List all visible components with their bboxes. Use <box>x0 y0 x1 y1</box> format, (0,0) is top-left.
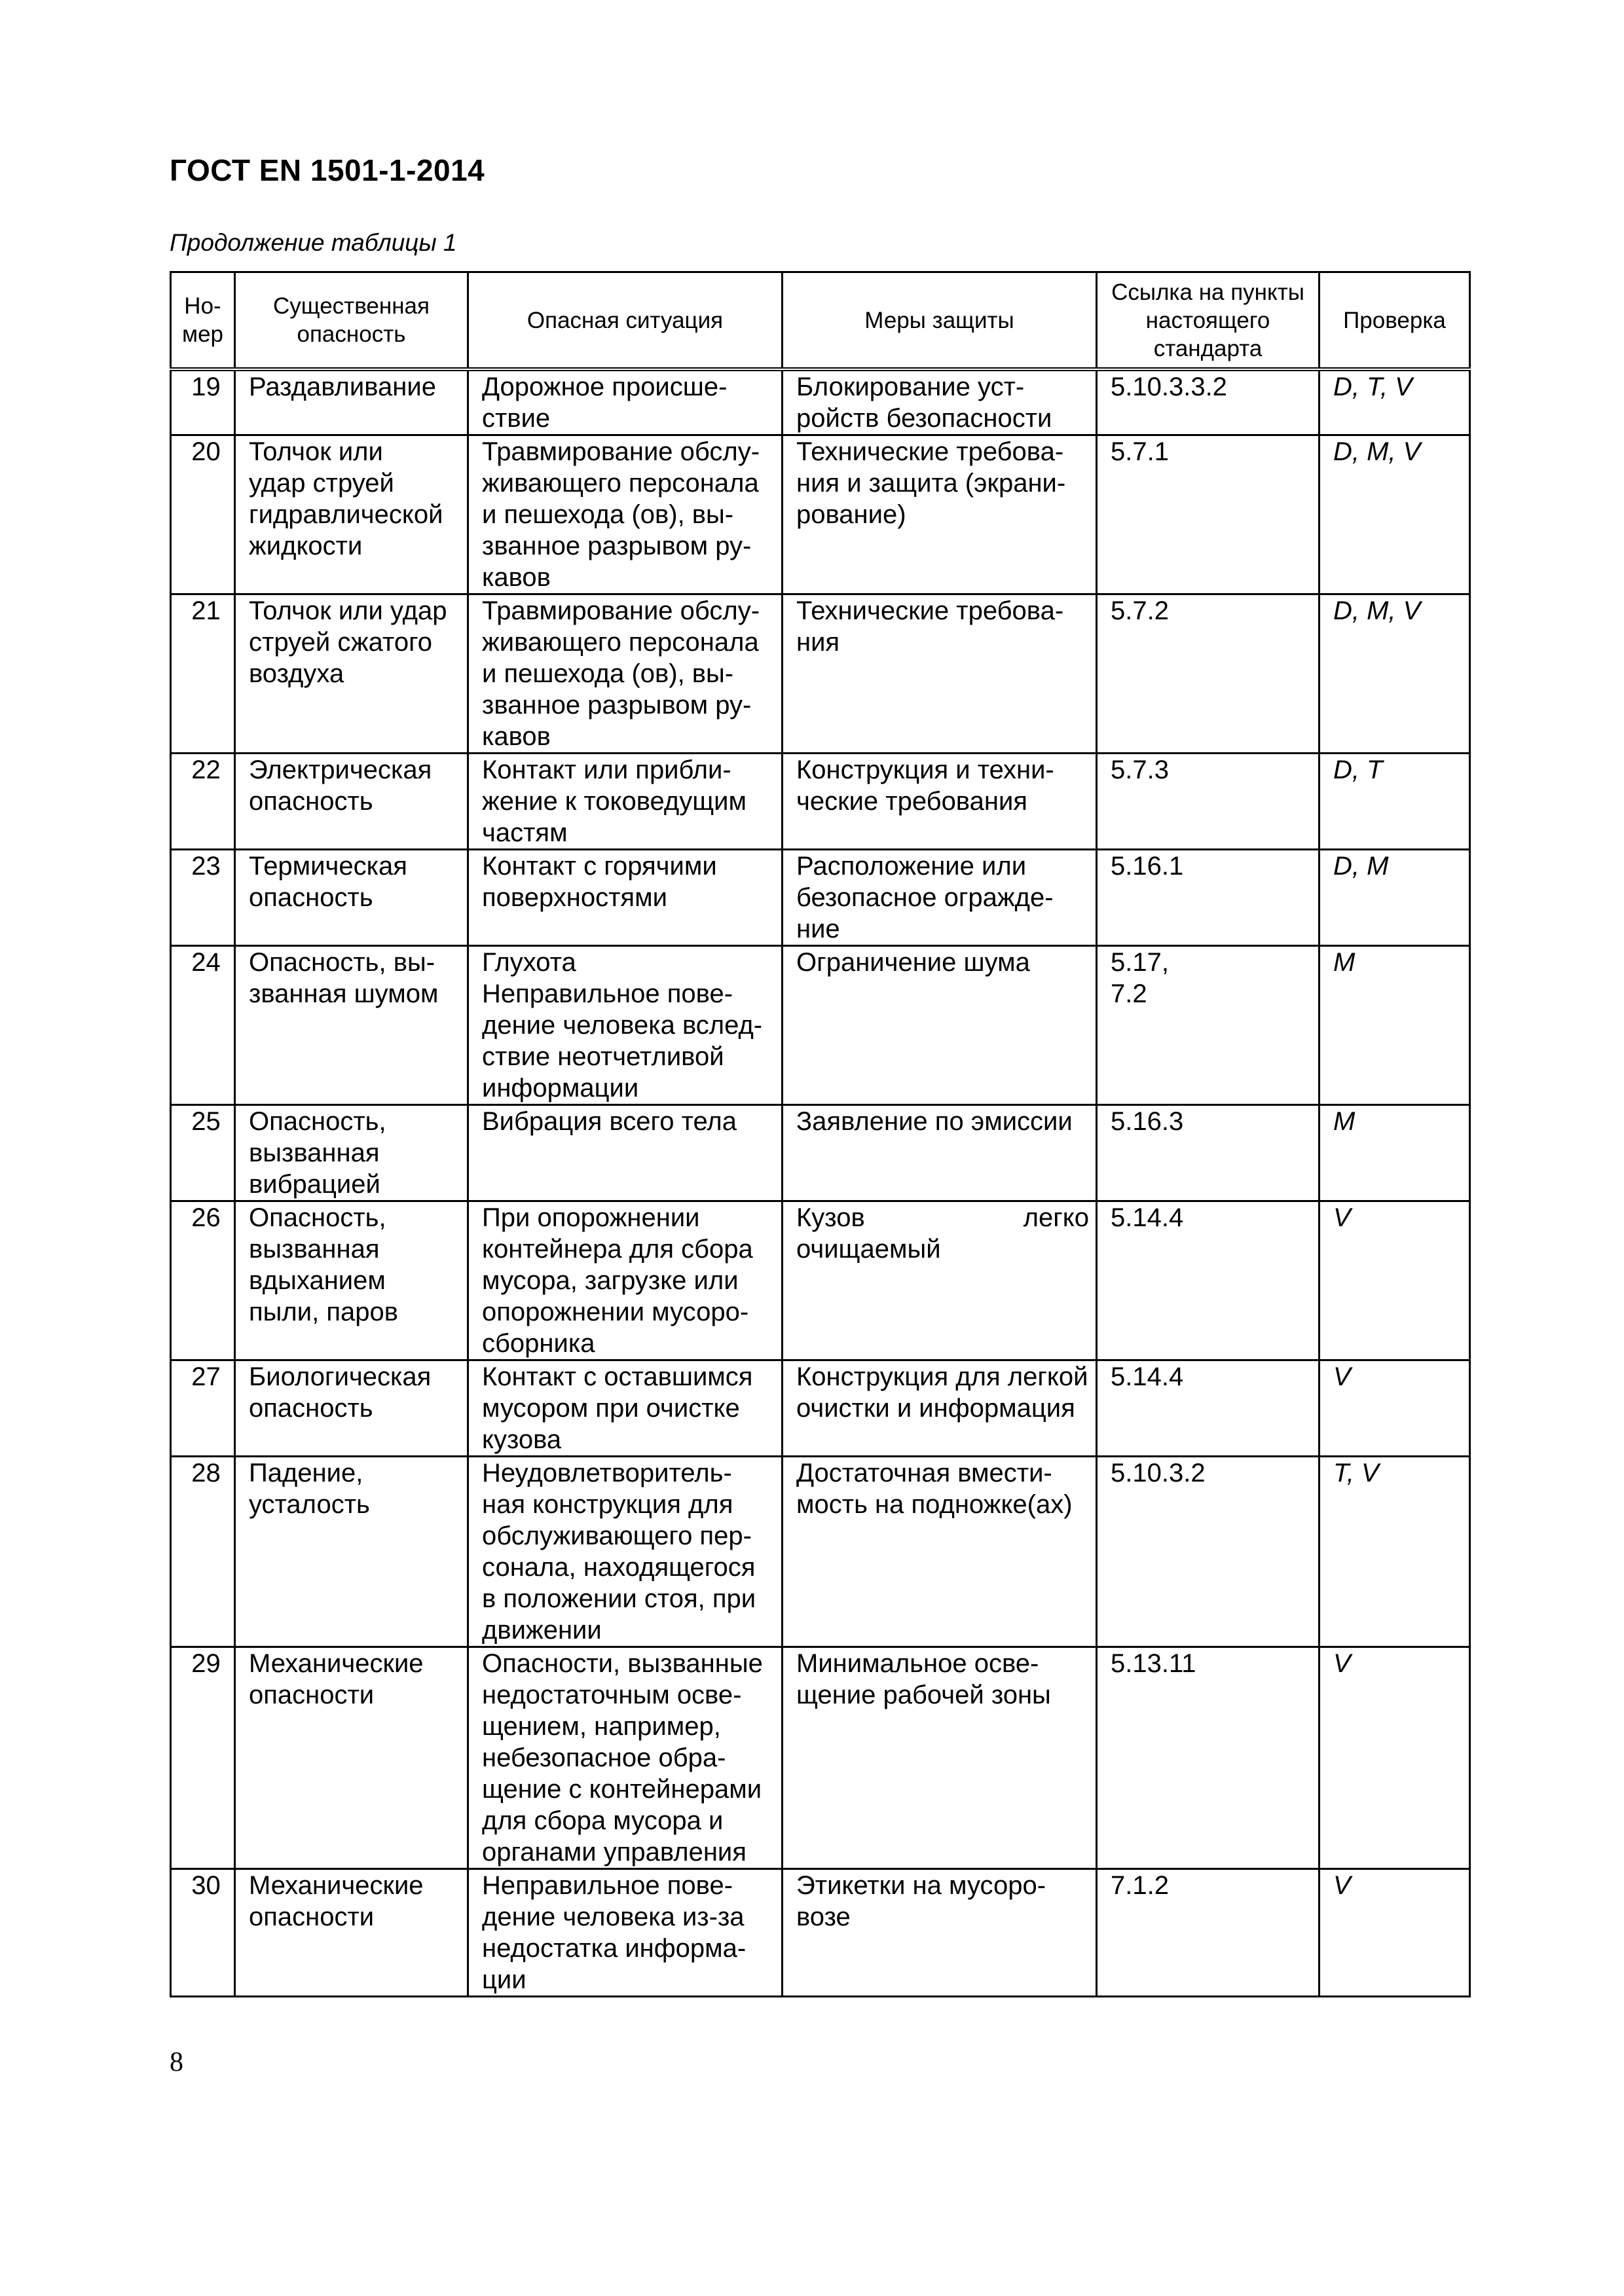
measures-cell: Заявление по эмиссии <box>783 1105 1097 1201</box>
col-header-verification: Проверка <box>1320 272 1470 370</box>
page-number: 8 <box>170 2047 183 2077</box>
measures-cell: Расположение или безопасное огражде- ние <box>783 850 1097 946</box>
hazard-cell: Опасность, вызванная вибрацией <box>235 1105 468 1201</box>
table-caption: Продолжение таблицы 1 <box>170 229 457 256</box>
verification-cell: D, M, V <box>1320 594 1470 754</box>
situation-cell: Опасности, вызванные недостаточным осве- щением, например, небезопасное обра- щение с контейнерами для сбора мусора и органами управления <box>468 1647 783 1869</box>
measures-cell: Этикетки на мусоро- возе <box>783 1869 1097 1997</box>
hazard-cell: Толчок или удар струей сжатого воздуха <box>235 594 468 754</box>
table-row <box>171 1869 1470 1997</box>
situation-cell: При опорожнении контейнера для сбора мусора, загрузке или опорожнении мусоро- сборника <box>468 1201 783 1360</box>
col-header-reference: Ссылка на пункты настоящего стандарта <box>1097 272 1320 370</box>
table-header-row <box>171 272 1470 370</box>
table-row <box>171 946 1470 1105</box>
row-number: 27 <box>171 1360 235 1457</box>
row-number: 28 <box>171 1457 235 1647</box>
table-row <box>171 435 1470 594</box>
col-header-number: Но- мер <box>171 272 235 370</box>
hazard-cell: Термическая опасность <box>235 850 468 946</box>
verification-cell: M <box>1320 946 1470 1105</box>
verification-cell: T, V <box>1320 1457 1470 1647</box>
verification-cell: D, T <box>1320 754 1470 850</box>
verification-cell: V <box>1320 1360 1470 1457</box>
situation-cell: Контакт или прибли- жение к токоведущим частям <box>468 754 783 850</box>
hazard-cell: Падение, усталость <box>235 1457 468 1647</box>
hazard-cell: Опасность, вы- званная шумом <box>235 946 468 1105</box>
situation-cell: Контакт с оставшимся мусором при очистке кузова <box>468 1360 783 1457</box>
table-row <box>171 1360 1470 1457</box>
hazards-table <box>170 271 1471 1997</box>
situation-cell: Дорожное происше- ствие <box>468 369 783 435</box>
row-number: 23 <box>171 850 235 946</box>
reference-cell: 5.10.3.3.2 <box>1097 369 1320 435</box>
table-row <box>171 1201 1470 1360</box>
verification-cell: D, M, V <box>1320 435 1470 594</box>
table-row <box>171 1457 1470 1647</box>
row-number: 25 <box>171 1105 235 1201</box>
row-number: 26 <box>171 1201 235 1360</box>
measures-cell: Кузов легко очищаемый <box>783 1201 1097 1360</box>
measures-cell: Конструкция для легкой очистки и информация <box>783 1360 1097 1457</box>
situation-cell: Неправильное пове- дение человека из-за недостатка информа- ции <box>468 1869 783 1997</box>
reference-cell: 5.10.3.2 <box>1097 1457 1320 1647</box>
table-row <box>171 1647 1470 1869</box>
table-row <box>171 369 1470 435</box>
measures-cell: Технические требова- ния <box>783 594 1097 754</box>
row-number: 24 <box>171 946 235 1105</box>
document-title: ГОСТ EN 1501-1-2014 <box>170 153 485 187</box>
measures-cell: Минимальное осве- щение рабочей зоны <box>783 1647 1097 1869</box>
hazard-cell: Раздавливание <box>235 369 468 435</box>
row-number: 22 <box>171 754 235 850</box>
table-row <box>171 594 1470 754</box>
measures-cell: Конструкция и техни- ческие требования <box>783 754 1097 850</box>
hazard-cell: Механические опасности <box>235 1869 468 1997</box>
hazard-cell: Электрическая опасность <box>235 754 468 850</box>
col-header-measures: Меры защиты <box>783 272 1097 370</box>
situation-cell: Травмирование обслу- живающего персонала и пешехода (ов), вы- званное разрывом ру- кавов <box>468 435 783 594</box>
col-header-situation: Опасная ситуация <box>468 272 783 370</box>
measures-cell: Технические требова- ния и защита (экрани- рование) <box>783 435 1097 594</box>
verification-cell: D, M <box>1320 850 1470 946</box>
reference-cell: 5.16.1 <box>1097 850 1320 946</box>
row-number: 30 <box>171 1869 235 1997</box>
measures-cell: Достаточная вмести- мость на подножке(ах) <box>783 1457 1097 1647</box>
reference-cell: 5.13.11 <box>1097 1647 1320 1869</box>
situation-cell: Глухота Неправильное пове- дение человека вслед- ствие неотчетливой информации <box>468 946 783 1105</box>
reference-cell: 5.7.2 <box>1097 594 1320 754</box>
situation-cell: Неудовлетворитель- ная конструкция для обслуживающего пер- сонала, находящегося в положении стоя, при движении <box>468 1457 783 1647</box>
verification-cell: V <box>1320 1647 1470 1869</box>
verification-cell: D, T, V <box>1320 369 1470 435</box>
reference-cell: 5.7.1 <box>1097 435 1320 594</box>
row-number: 20 <box>171 435 235 594</box>
situation-cell: Травмирование обслу- живающего персонала и пешехода (ов), вы- званное разрывом ру- кавов <box>468 594 783 754</box>
row-number: 19 <box>171 369 235 435</box>
measures-cell: Ограничение шума <box>783 946 1097 1105</box>
col-header-hazard: Существенная опасность <box>235 272 468 370</box>
table-row <box>171 1105 1470 1201</box>
measures-cell: Блокирование уст- ройств безопасности <box>783 369 1097 435</box>
situation-cell: Контакт с горячими поверхностями <box>468 850 783 946</box>
verification-cell: V <box>1320 1869 1470 1997</box>
row-number: 29 <box>171 1647 235 1869</box>
reference-cell: 5.16.3 <box>1097 1105 1320 1201</box>
hazard-cell: Опасность, вызванная вдыханием пыли, паров <box>235 1201 468 1360</box>
table-row <box>171 754 1470 850</box>
reference-cell: 5.14.4 <box>1097 1201 1320 1360</box>
reference-cell: 5.17, 7.2 <box>1097 946 1320 1105</box>
table-row <box>171 850 1470 946</box>
row-number: 21 <box>171 594 235 754</box>
reference-cell: 5.7.3 <box>1097 754 1320 850</box>
reference-cell: 7.1.2 <box>1097 1869 1320 1997</box>
reference-cell: 5.14.4 <box>1097 1360 1320 1457</box>
verification-cell: V <box>1320 1201 1470 1360</box>
verification-cell: M <box>1320 1105 1470 1201</box>
hazard-cell: Биологическая опасность <box>235 1360 468 1457</box>
hazard-cell: Толчок или удар струей гидравлической жидкости <box>235 435 468 594</box>
hazard-cell: Механические опасности <box>235 1647 468 1869</box>
situation-cell: Вибрация всего тела <box>468 1105 783 1201</box>
